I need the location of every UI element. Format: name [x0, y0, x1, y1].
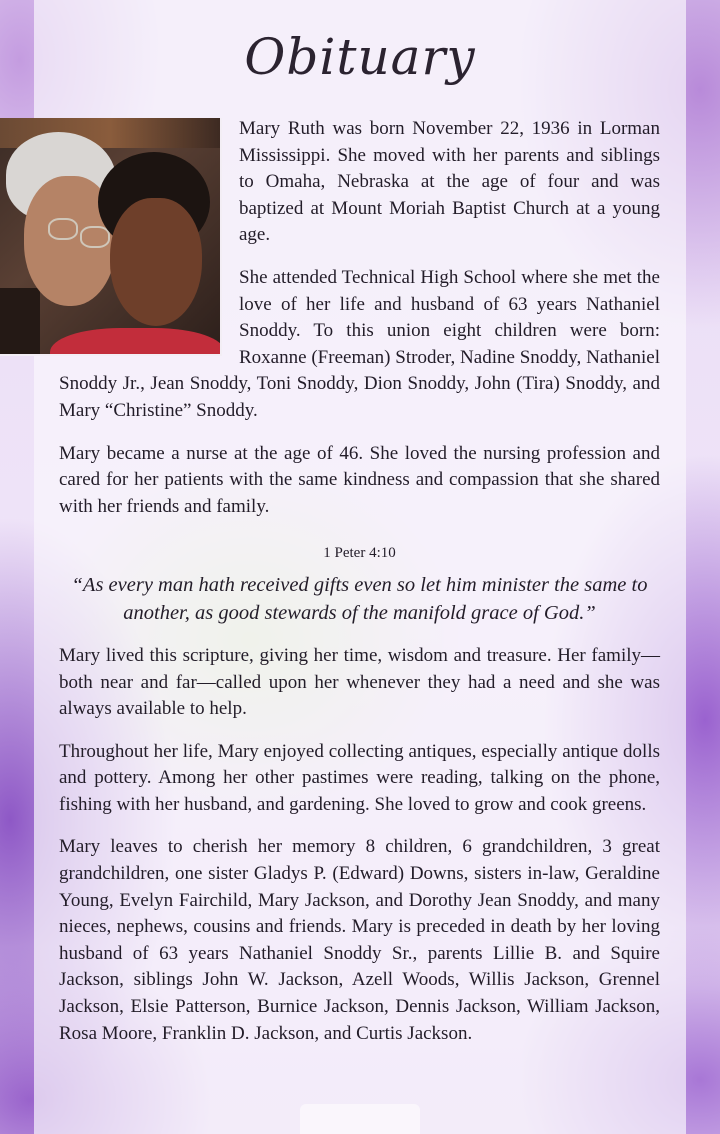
paragraph-pastimes: Throughout her life, Mary enjoyed collecting antiques, especially antique dolls and pottery. Among her other pastimes were reading, talking on the phone, fishing with her husband, and gardening. She loved to grow and cook greens. [59, 740, 660, 815]
photo-wrap-spacer [59, 114, 239, 362]
paragraph-marriage: She attended Technical High School where she met the love of her life and husband of 63 years Nathaniel Snoddy. To this union eight children were born: Roxanne (Freeman) Stroder, Nadine Snoddy, Nathaniel Snoddy Jr., Jean Snoddy, Toni Snoddy, Dion Snoddy, John (Tira) Snoddy, and Mary “Christine” Snoddy. [59, 266, 660, 421]
paragraph-nursing: Mary became a nurse at the age of 46. She loved the nursing profession and cared for her patients with the same kindness and compassion that she shared with her friends and family. [59, 442, 660, 517]
paragraph-service: Mary lived this scripture, giving her time, wisdom and treasure. Her family—both near and far—called upon her whenever they had a need and she was always available to help. [59, 644, 660, 720]
page-title: Obituary [244, 28, 476, 86]
paragraph-birth: Mary Ruth was born November 22, 1936 in Lorman Mississippi. She moved with her parents and siblings to Omaha, Nebraska at the age of four and was baptized at Mount Moriah Baptist Church at a young age. [239, 118, 660, 246]
paragraph-survivors: Mary leaves to cherish her memory 8 children, 6 grandchildren, 3 great grandchildren, one sister Gladys P. (Edward) Downs, sisters in-law, Geraldine Young, Evelyn Fairchild, Mary Jackson, and Dorothy Jean Snoddy, and many nieces, nephews, cousins and friends. Mary is preceded in death by her loving husband of 63 years Nathaniel Snoddy Sr., parents Lillie B. and Squire Jackson, siblings John W. Jackson, Azell Woods, Willis Jackson, Grennel Jackson, Elsie Patterson, Burnice Jackson, Dennis Jackson, William Jackson, Rosa Moore, Franklin D. Jackson, and Curtis Jackson. [59, 836, 660, 1044]
page-footer-tab [300, 1104, 420, 1134]
obituary-body [59, 116, 660, 1063]
photo-shadow [0, 288, 40, 356]
scripture-reference: 1 Peter 4:10 [323, 545, 396, 562]
scripture-quote: “As every man hath received gifts even so let him minister the same to another, as good stewards of the manifold grace of God.” [71, 573, 648, 624]
